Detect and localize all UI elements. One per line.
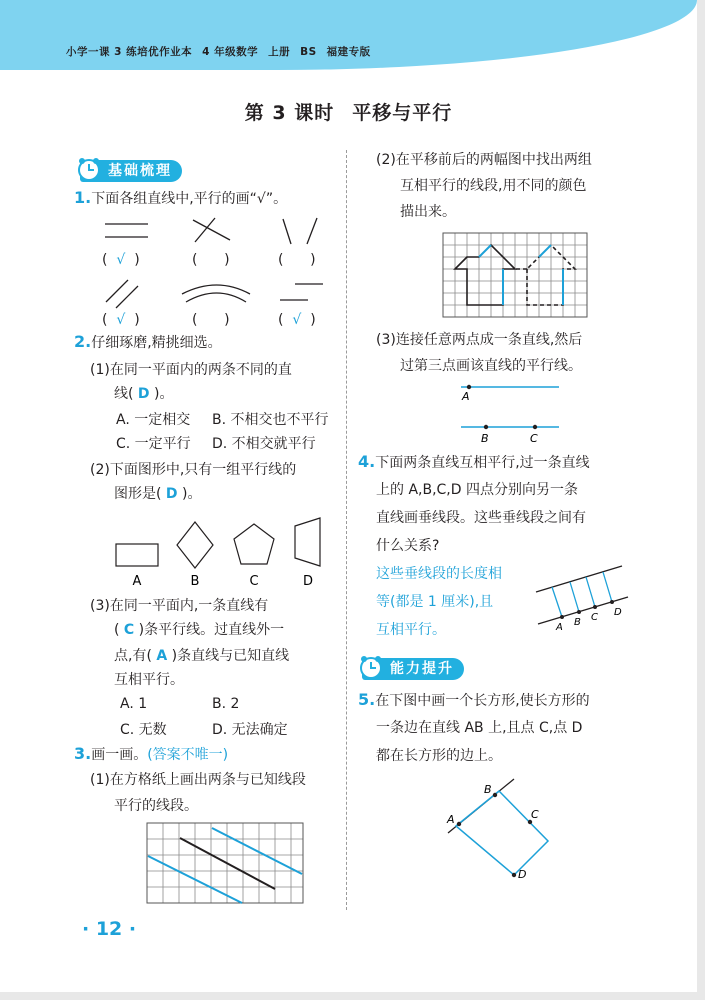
given-segment — [180, 838, 275, 889]
q3-note: (答案不唯一) — [147, 747, 229, 763]
lesson-topic: 平移与平行 — [352, 102, 453, 124]
q1-mark-5: ( ) — [192, 312, 230, 328]
q1-mark-4: ( √ ) — [102, 312, 140, 328]
q3-1-line1: (1)在方格纸上画出两条与已知线段 — [90, 772, 306, 788]
label-a: A — [462, 390, 470, 403]
q2-3-line2: ( C )条平行线。过直线外一 — [114, 622, 285, 638]
q3-1-line2: 平行的线段。 — [114, 798, 198, 814]
q2-3-answer-1: C — [123, 622, 135, 638]
q3-1-grid — [146, 822, 306, 906]
q2-3-answer-2: A — [156, 648, 168, 664]
label-c: C — [531, 808, 539, 821]
q2-3-line1: (3)在同一平面内,一条直线有 — [90, 598, 269, 614]
q4-line2: 上的 A,B,C,D 四点分别向另一条 — [376, 482, 578, 498]
q1-mark-3: ( ) — [278, 252, 316, 268]
perpendicular-d — [603, 572, 612, 602]
q2-2-answer: D — [165, 486, 178, 502]
q3-3-line2: 过第三点画该直线的平行线。 — [400, 358, 582, 374]
q4-line1: 4.下面两条直线互相平行,过一条直线 — [358, 452, 590, 471]
q2-prompt: 2.仔细琢磨,精挑细选。 — [74, 332, 222, 351]
perpendicular-b — [570, 582, 579, 612]
q1-mark-6: ( √ ) — [278, 312, 316, 328]
q2-2-line1: (2)下面图形中,只有一组平行线的 — [90, 462, 297, 478]
perpendicular-a — [552, 587, 562, 617]
label-c: C — [530, 432, 538, 445]
shape-label-c: C — [249, 574, 259, 589]
q4-answer-2: 等(都是 1 厘米),且 — [376, 594, 494, 610]
region-label: 福建专版 — [326, 46, 371, 58]
header-band — [0, 0, 697, 70]
shape-pentagon — [234, 524, 274, 564]
parallel-segment-1 — [212, 828, 302, 874]
shape-label-b: B — [190, 574, 200, 589]
point-c — [533, 425, 537, 429]
q1-mark-1: ( √ ) — [102, 252, 140, 268]
q5-line3: 都在长方形的边上。 — [376, 748, 502, 764]
section-badge-basics — [80, 160, 182, 182]
perpendicular-c — [586, 577, 595, 607]
shape-rhombus — [177, 522, 213, 568]
label-d: D — [518, 868, 527, 881]
q2-3-option-a: A. 1 — [120, 696, 148, 712]
q3-2-line2: 互相平行的线段,用不同的颜色 — [400, 178, 587, 194]
book-title: 小学一课 3 练培优作业本 — [66, 46, 193, 58]
q2-3-option-b: B. 2 — [212, 696, 240, 712]
label-b: B — [481, 432, 489, 445]
q2-1-line2: 线( D )。 — [114, 386, 174, 402]
q2-1-answer: D — [137, 386, 150, 402]
house-original — [455, 245, 515, 305]
volume-label: 上册 — [268, 46, 291, 58]
parallel-roof-2 — [539, 245, 551, 257]
label-a: A — [556, 622, 563, 633]
q5-line1: 5.在下图中画一个长方形,使长方形的 — [358, 690, 590, 709]
page-number: · 12 · — [82, 918, 137, 940]
section-label: 能力提升 — [390, 661, 454, 677]
q2-1-line1: (1)在同一平面内的两条不同的直 — [90, 362, 292, 378]
label-b: B — [574, 617, 581, 628]
q4-answer-1: 这些垂线段的长度相 — [376, 566, 502, 582]
parallel-roof-1 — [479, 245, 491, 257]
lesson-number: 第 3 课时 — [244, 102, 335, 124]
q3-3-lines — [455, 376, 565, 446]
q5-figure — [440, 776, 560, 886]
q3-prompt: 3.画一画。(答案不唯一) — [74, 744, 229, 763]
q4-answer-3: 互相平行。 — [376, 622, 446, 638]
shape-label-d: D — [302, 574, 314, 589]
label-a: A — [447, 813, 455, 826]
column-divider — [346, 150, 347, 910]
q3-2-house-grid — [442, 232, 592, 322]
point-b — [484, 425, 488, 429]
q1-text: 下面各组直线中,平行的画“√”。 — [91, 191, 288, 207]
shape-trapezoid — [295, 518, 320, 566]
q3-2-line3: 描出来。 — [400, 204, 456, 220]
edition-label: BS — [300, 46, 317, 58]
q3-2-line1: (2)在平移前后的两幅图中找出两组 — [376, 152, 592, 168]
q2-1-option-a: A. 一定相交 — [116, 412, 191, 428]
label-d: D — [614, 607, 622, 618]
section-label: 基础梳理 — [108, 163, 172, 179]
q1-prompt — [74, 188, 287, 209]
q2-1-option-c: C. 一定平行 — [116, 436, 191, 452]
q2-1-option-b: B. 不相交也不平行 — [212, 412, 329, 428]
point-d — [512, 873, 516, 877]
q2-1-option-d: D. 不相交就平行 — [212, 436, 316, 452]
line-upper — [536, 566, 622, 592]
q1-number: 1. — [74, 188, 92, 207]
book-header — [66, 44, 381, 59]
q1-mark-2: ( ) — [192, 252, 230, 268]
q4-line3: 直线画垂线段。这些垂线段之间有 — [376, 510, 586, 526]
page-title — [0, 98, 697, 125]
point-b — [493, 793, 497, 797]
shape-rectangle — [116, 544, 158, 566]
point-a — [467, 385, 471, 389]
q2-2-line2: 图形是( D )。 — [114, 486, 202, 502]
alarm-clock-icon — [76, 156, 102, 182]
label-c: C — [591, 612, 598, 623]
pair3-line-b — [307, 218, 317, 244]
q3-3-line1: (3)连接任意两点成一条直线,然后 — [376, 332, 583, 348]
shape-label-a: A — [132, 574, 142, 589]
q2-3-line3: 点,有( A )条直线与已知直线 — [114, 648, 290, 664]
section-badge-advanced — [362, 658, 464, 680]
q4-line4: 什么关系? — [376, 538, 440, 554]
pair5-arc-b — [186, 293, 246, 302]
q4-figure — [532, 562, 632, 634]
q5-line2: 一条边在直线 AB 上,且点 C,点 D — [376, 720, 583, 736]
grade-label: 4 年级数学 — [202, 46, 259, 58]
q2-shapes — [110, 512, 330, 592]
q2-3-option-d: D. 无法确定 — [212, 722, 288, 738]
pair3-line-a — [283, 219, 291, 244]
q2-3-option-c: C. 无数 — [120, 722, 167, 738]
alarm-clock-icon — [358, 654, 384, 680]
drawn-rectangle — [456, 791, 548, 875]
label-b: B — [484, 783, 492, 796]
house-translated — [515, 245, 575, 305]
point-a — [457, 822, 461, 826]
q2-3-line4: 互相平行。 — [114, 672, 184, 688]
